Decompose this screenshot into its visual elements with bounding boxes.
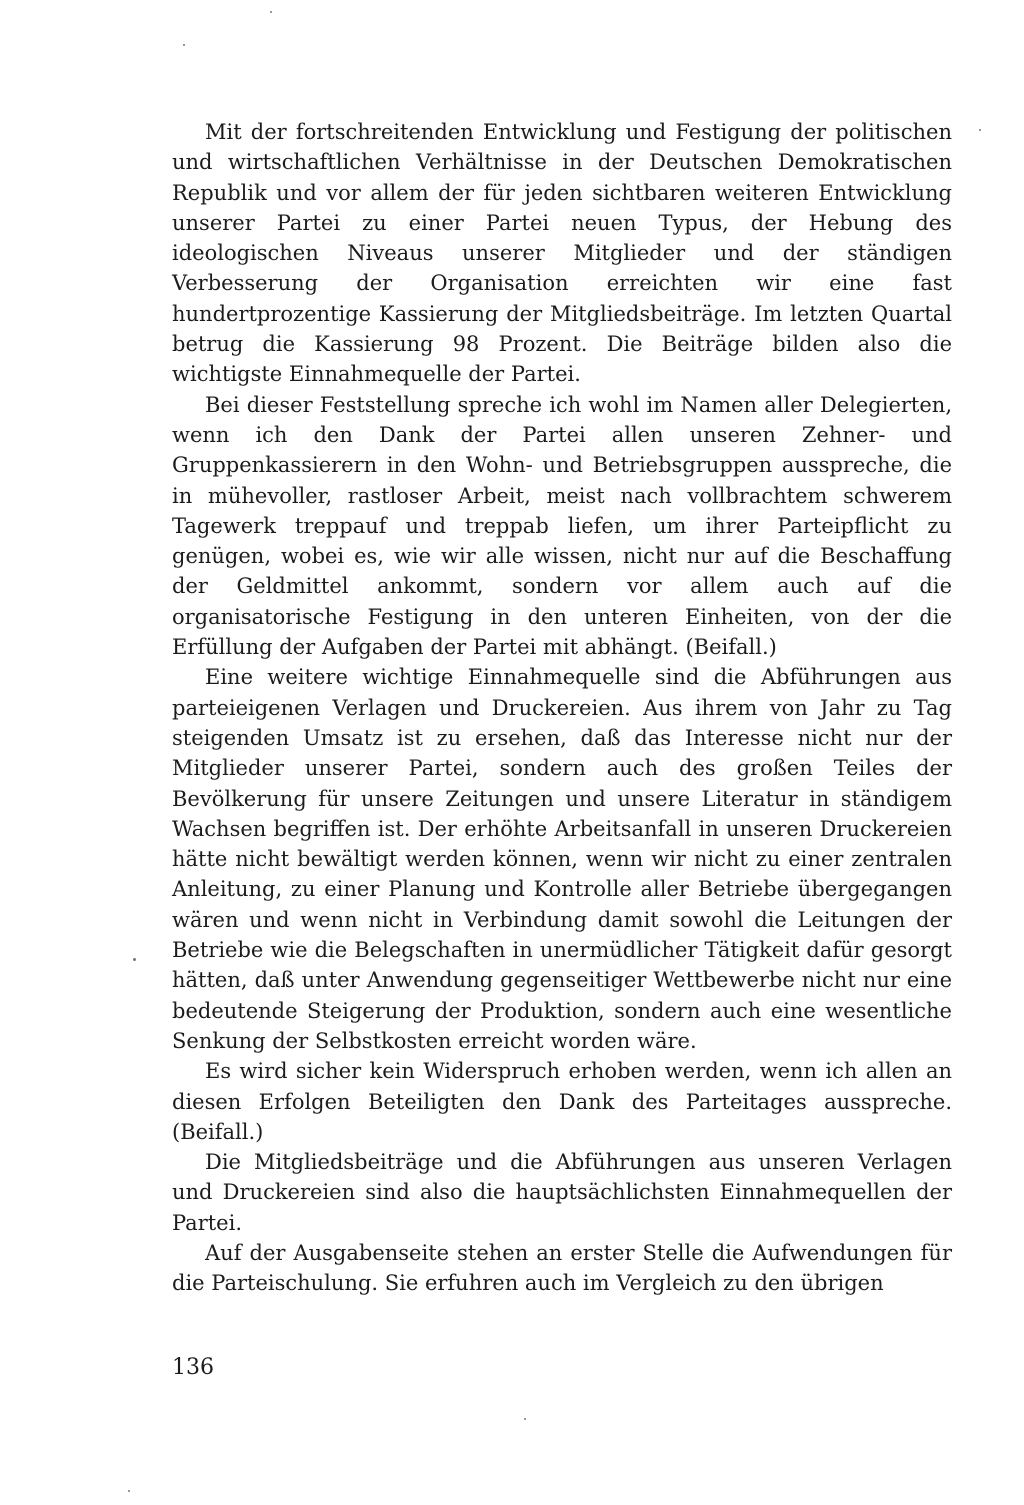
paragraph-6: Auf der Ausgabenseite stehen an erster Stelle die Aufwendungen für die Parteischulung. Sie erfuhren auch im Vergleich zu den übrigen [172, 1240, 952, 1296]
scan-speck [183, 44, 185, 46]
scan-speck [524, 1418, 526, 1420]
paragraph-2: Bei dieser Feststellung spreche ich wohl im Namen aller Delegierten, wenn ich den Dank der Partei allen unseren Zehner- und Gruppenkassierern in den Wohn- und Betriebsgruppen ausspreche, die in mühevoller, rastloser Arbeit, meist nach vollbrachtem schwerem Tagewerk treppauf und treppab liefen, um ihrer Parteipflicht zu genügen, wobei es, wie wir alle wissen, nicht nur auf die Beschaffung der Geldmittel ankommt, sondern vor allem auch auf die organisatorische Festigung in den unteren Einheiten, von der die Erfüllung der Aufgaben der Partei mit abhängt. (Beifall.) [172, 392, 952, 660]
scan-speck [128, 1490, 130, 1492]
scan-speck [979, 129, 981, 131]
scan-speck [133, 958, 136, 961]
paragraph-3: Eine weitere wichtige Einnahmequelle sind die Abführungen aus parteieigenen Verlagen und Druckereien. Aus ihrem von Jahr zu Tag steigenden Umsatz ist zu ersehen, daß das Interesse nicht nur der Mitglieder unserer Partei, sondern auch des großen Teiles der Bevölkerung für unsere Zeitungen und unsere Literatur in ständigem Wachsen begriffen ist. Der erhöhte Arbeitsanfall in unseren Druckereien hätte nicht bewältigt werden können, wenn wir nicht zu einer zentralen Anleitung, zu einer Planung und Kontrolle aller Betriebe übergegangen wären und wenn nicht in Verbindung damit sowohl die Leitungen der Betriebe wie die Belegschaften in unermüdlicher Tätigkeit dafür gesorgt hätten, daß unter Anwendung gegenseitiger Wettbewerbe nicht nur eine bedeutende Steigerung der Produktion, sondern auch eine wesentliche Senkung der Selbstkosten erreicht worden wäre. [172, 665, 952, 1053]
page-number: 136 [172, 1355, 214, 1380]
paragraph-5: Die Mitgliedsbeiträge und die Abführungen aus unseren Verlagen und Druckereien sind also die hauptsächlichsten Einnahmequellen der Partei. [172, 1150, 952, 1235]
scan-speck [270, 11, 272, 13]
paragraph-4: Es wird sicher kein Widerspruch erhoben werden, wenn ich allen an diesen Erfolgen Beteiligten den Dank des Parteitages ausspreche. (Beifall.) [172, 1059, 952, 1144]
body-text [172, 117, 952, 1299]
paragraph-1: Mit der fortschreitenden Entwicklung und Festigung der politischen und wirtschaftlichen Verhältnisse in der Deutschen Demokratischen Republik und vor allem der für jeden sichtbaren weiteren Entwicklung unserer Partei zu einer Partei neuen Typus, der Hebung des ideologischen Niveaus unserer Mitglieder und der ständigen Verbesserung der Organisation erreichten wir eine fast hundertprozentige Kassierung der Mitgliedsbeiträge. Im letzten Quartal betrug die Kassierung 98 Prozent. Die Beiträge bilden also die wichtigste Einnahmequelle der Partei. [172, 120, 952, 387]
